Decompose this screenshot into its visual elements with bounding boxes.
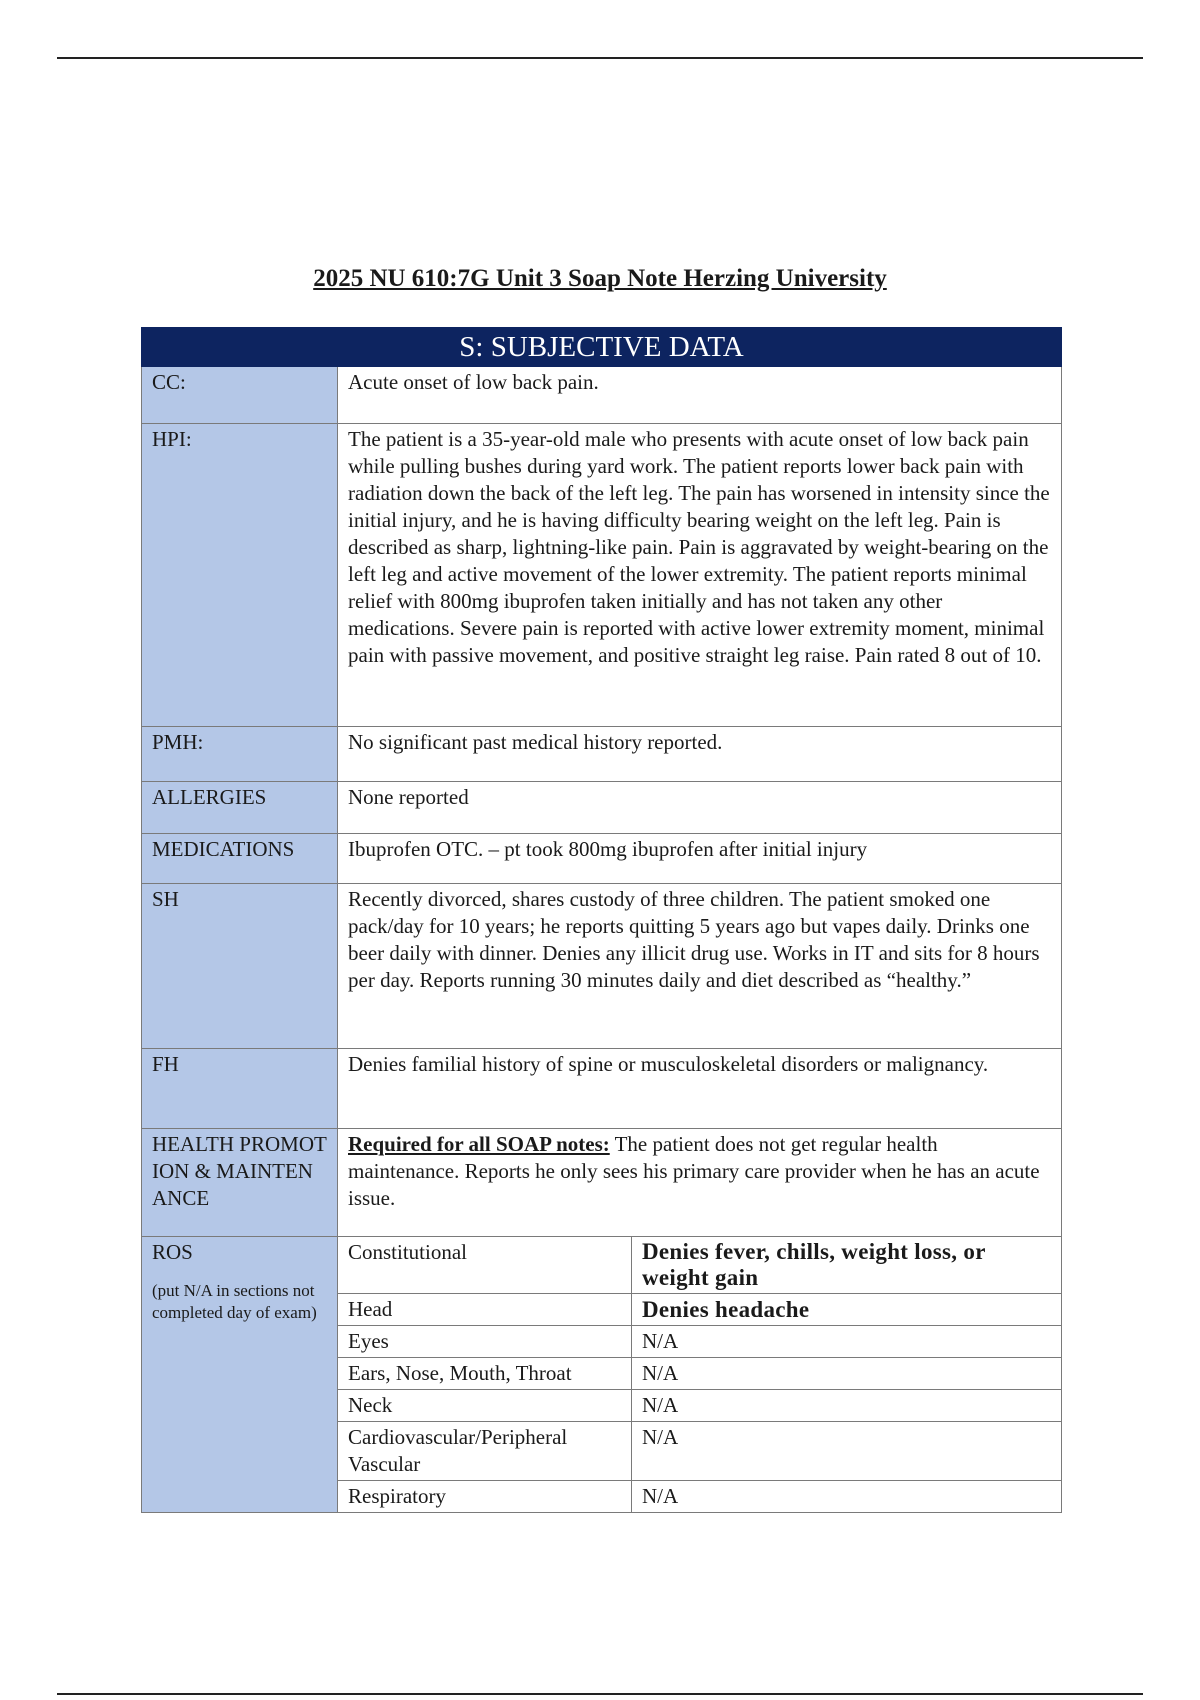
hpi-value: The patient is a 35-year-old male who presents with acute onset of low back pain while pulling bushes during yard work. The patient reports lower back pain with radiation down the back of the left leg. The pain has worsened in intensity since the initial injury, and he is having difficulty bearing weight on the left leg. Pain is described as sharp, lightning-like pain. Pain is aggravated by weight-bearing on the left leg and active movement of the lower extremity. The patient reports minimal relief with 800mg ibuprofen taken initially and has not taken any other medications. Severe pain is reported with active lower extremity moment, minimal pain with passive movement, and positive straight leg raise. Pain rated 8 out of 10. (338, 424, 1062, 727)
ros-system: Neck (338, 1390, 632, 1422)
bottom-rule (57, 1693, 1143, 1695)
ros-finding: N/A (632, 1326, 1062, 1358)
ros-system: Eyes (338, 1326, 632, 1358)
ros-label: ROS (152, 1240, 193, 1264)
health-promotion-text: The patient does not get regular health maintenance. Reports he only sees his primary care provider when he has an acute issue. (348, 1132, 1040, 1210)
row-cc (142, 367, 1062, 424)
ros-finding: Denies headache (632, 1294, 1062, 1326)
health-promotion-value (338, 1129, 1062, 1237)
allergies-value: None reported (338, 782, 1062, 834)
fh-value: Denies familial history of spine or musculoskeletal disorders or malignancy. (338, 1049, 1062, 1129)
sh-label: SH (142, 884, 338, 1049)
row-health-promotion (142, 1129, 1062, 1237)
ros-system: Head (338, 1294, 632, 1326)
row-hpi (142, 424, 1062, 727)
medications-value: Ibuprofen OTC. – pt took 800mg ibuprofen after initial injury (338, 834, 1062, 884)
hpi-label: HPI: (142, 424, 338, 727)
pmh-value: No significant past medical history reported. (338, 727, 1062, 782)
row-sh (142, 884, 1062, 1049)
top-rule (57, 57, 1143, 59)
fh-label: FH (142, 1049, 338, 1129)
sh-value: Recently divorced, shares custody of three children. The patient smoked one pack/day for 10 years; he reports quitting 5 years ago but vapes daily. Drinks one beer daily with dinner. Denies any illicit drug use. Works in IT and sits for 8 hours per day. Reports running 30 minutes daily and diet described as “healthy.” (338, 884, 1062, 1049)
document-title: 2025 NU 610:7G Unit 3 Soap Note Herzing University (313, 265, 887, 292)
ros-finding: N/A (632, 1390, 1062, 1422)
section-header: S: SUBJECTIVE DATA (142, 328, 1062, 367)
allergies-label: ALLERGIES (142, 782, 338, 834)
ros-finding: N/A (632, 1422, 1062, 1481)
ros-finding: N/A (632, 1358, 1062, 1390)
subjective-data-table (141, 327, 1062, 1513)
pmh-label: PMH: (142, 727, 338, 782)
row-medications (142, 834, 1062, 884)
section-header-row (142, 328, 1062, 367)
ros-finding: N/A (632, 1481, 1062, 1513)
ros-finding: Denies fever, chills, weight loss, or weight gain (632, 1237, 1062, 1294)
ros-row (142, 1237, 1062, 1294)
row-fh (142, 1049, 1062, 1129)
ros-system: Constitutional (338, 1237, 632, 1294)
required-label: Required for all SOAP notes: (348, 1132, 610, 1156)
row-allergies (142, 782, 1062, 834)
ros-note: (put N/A in sections not completed day of exam) (152, 1281, 317, 1322)
medications-label: MEDICATIONS (142, 834, 338, 884)
row-pmh (142, 727, 1062, 782)
ros-system: Respiratory (338, 1481, 632, 1513)
cc-value: Acute onset of low back pain. (338, 367, 1062, 424)
cc-label: CC: (142, 367, 338, 424)
health-promotion-label: HEALTH PROMOTION & MAINTENANCE (142, 1129, 338, 1237)
ros-label-cell (142, 1237, 338, 1513)
ros-system: Cardiovascular/Peripheral Vascular (338, 1422, 632, 1481)
ros-system: Ears, Nose, Mouth, Throat (338, 1358, 632, 1390)
